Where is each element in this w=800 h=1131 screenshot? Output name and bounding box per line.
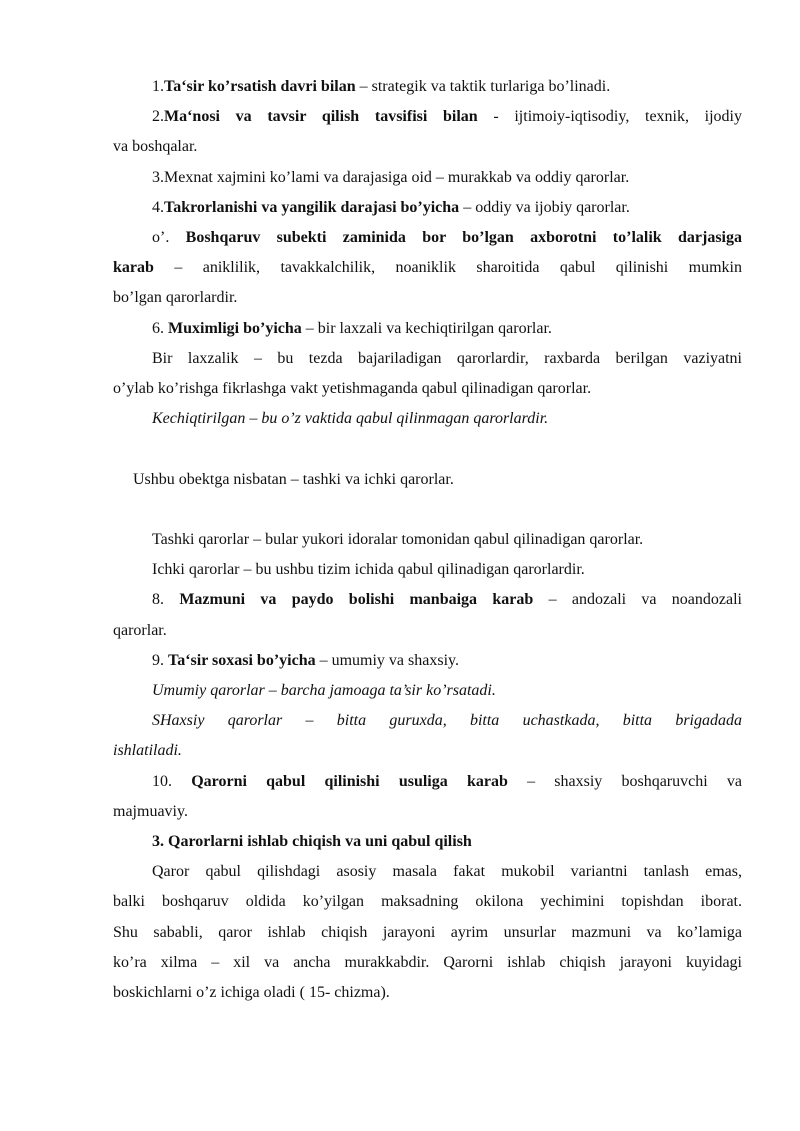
item-number: 1. (152, 78, 164, 95)
item-number: 6. (152, 319, 168, 337)
item-text: – bir laxzali va kechiqtirilgan qarorlar. (301, 319, 552, 337)
bold-term: Ta‘sir ko’rsatish davri bilan (164, 78, 356, 95)
item-text: – andozali va noandozali (533, 591, 742, 609)
bold-term: Muximligi bo’yicha (168, 319, 302, 337)
paragraph-1 (113, 72, 742, 102)
body-line-5 (113, 978, 742, 1008)
paragraph-10 (113, 525, 742, 555)
section-heading-text: 3. Qarorlarni ishlab chiqish va uni qabul qilish (152, 833, 472, 851)
section-heading (113, 827, 742, 857)
paragraph-7 (113, 344, 742, 374)
body-text: ko’ra xilma – xil va ancha murakkabdir. Qarorni ishlab chiqish jarayoni kuyidagi (113, 953, 742, 971)
italic-text: SHaxsiy qarorlar – bitta guruxda, bitta uchastkada, bitta brigadada (152, 712, 742, 730)
italic-text: Umumiy qarorlar – barcha jamoaga ta’sir ko’rsatadi. (152, 682, 496, 700)
bold-term: karab (113, 259, 154, 277)
body-line-2 (113, 887, 742, 917)
item-text: – aniklilik, tavakkalchilik, noaniklik sharoitida qabul qilinishi mumkin (153, 259, 742, 277)
item-text: o’ylab ko’rishga fikrlashga vakt yetishmaganda qabul qilinadigan qarorlar. (113, 380, 592, 398)
paragraph-16-line2 (113, 797, 742, 827)
bold-term: Takrorlanishi va yangilik darajasi bo’yicha (164, 198, 460, 216)
body-text: boskichlarni o’z ichiga oladi ( 15- chizma). (113, 984, 390, 1002)
item-text: 3.Mexnat xajmini ko’lami va darajasiga oid – murakkab va oddiy qarorlar. (152, 168, 630, 186)
paragraph-11 (113, 555, 742, 585)
paragraph-7-line2 (113, 374, 742, 404)
item-text: – strategik va taktik turlariga bo’linadi. (355, 78, 611, 95)
item-text: va boshqalar. (113, 138, 198, 156)
item-number: 4. (152, 198, 164, 216)
paragraph-15-line2 (113, 736, 742, 766)
document-page (113, 72, 742, 1008)
item-number: 2. (152, 108, 164, 126)
paragraph-5-line3 (113, 283, 742, 313)
paragraph-9 (113, 434, 742, 525)
item-number: 9. (152, 651, 168, 669)
paragraph-2 (113, 102, 742, 132)
paragraph-13 (113, 646, 742, 676)
paragraph-16 (113, 767, 742, 797)
paragraph-12 (113, 585, 742, 615)
bold-term: Mazmuni va paydo bolishi manbaiga karab (179, 591, 534, 609)
bold-term: Boshqaruv subekti zaminida bor bo’lgan axborotni to’lalik darjasiga (185, 229, 742, 247)
body-line-1 (113, 857, 742, 887)
item-number: 10. (152, 772, 192, 790)
item-text: – oddiy va ijobiy qarorlar. (459, 198, 630, 216)
item-number: 8. (152, 591, 180, 609)
item-text: Bir laxzalik – bu tezda bajariladigan qarorlardir, raxbarda berilgan vaziyatni (152, 349, 742, 367)
paragraph-12-line2 (113, 616, 742, 646)
paragraph-5-line2 (113, 253, 742, 283)
body-text: Qaror qabul qilishdagi asosiy masala fakat mukobil variantni tanlash emas, (152, 863, 742, 881)
body-line-3 (113, 918, 742, 948)
item-text: Ushbu obektga nisbatan – tashki va ichki qarorlar. (129, 470, 454, 488)
bold-term: Qarorni qabul qilinishi usuliga karab (191, 772, 508, 790)
item-text: qarorlar. (113, 621, 167, 639)
bold-term: Ma‘nosi va tavsir qilish tavsifisi bilan (164, 108, 478, 126)
item-text: Ichki qarorlar – bu ushbu tizim ichida qabul qilinadigan qarorlardir. (152, 561, 585, 579)
paragraph-2-cont (113, 132, 742, 162)
paragraph-8 (113, 404, 742, 434)
body-text: Shu sababli, qaror ishlab chiqish jarayoni ayrim unsurlar mazmuni va ko’lamiga (113, 923, 742, 941)
paragraph-15 (113, 706, 742, 736)
paragraph-5 (113, 223, 742, 253)
italic-text: ishlatiladi. (113, 742, 182, 760)
item-text: majmuaviy. (113, 802, 188, 820)
item-text: – umumiy va shaxsiy. (315, 651, 459, 669)
item-number: o’. (152, 229, 186, 247)
italic-text: Kechiqtirilgan – bu o’z vaktida qabul qilinmagan qarorlardir. (152, 410, 549, 428)
item-text: bo’lgan qarorlardir. (113, 289, 238, 307)
item-text: Tashki qarorlar – bular yukori idoralar tomonidan qabul qilinadigan qarorlar. (152, 531, 644, 549)
body-text: balki boshqaruv oldida ko’yilgan maksadning okilona yechimini topishdan iborat. (113, 893, 742, 911)
paragraph-4 (113, 193, 742, 223)
paragraph-14 (113, 676, 742, 706)
paragraph-3 (113, 163, 742, 193)
bold-term: Ta‘sir soxasi bo’yicha (168, 651, 316, 669)
paragraph-6 (113, 314, 742, 344)
item-text: – shaxsiy boshqaruvchi va (507, 772, 742, 790)
item-text: - ijtimoiy-iqtisodiy, texnik, ijodiy (477, 108, 743, 126)
body-line-4 (113, 948, 742, 978)
